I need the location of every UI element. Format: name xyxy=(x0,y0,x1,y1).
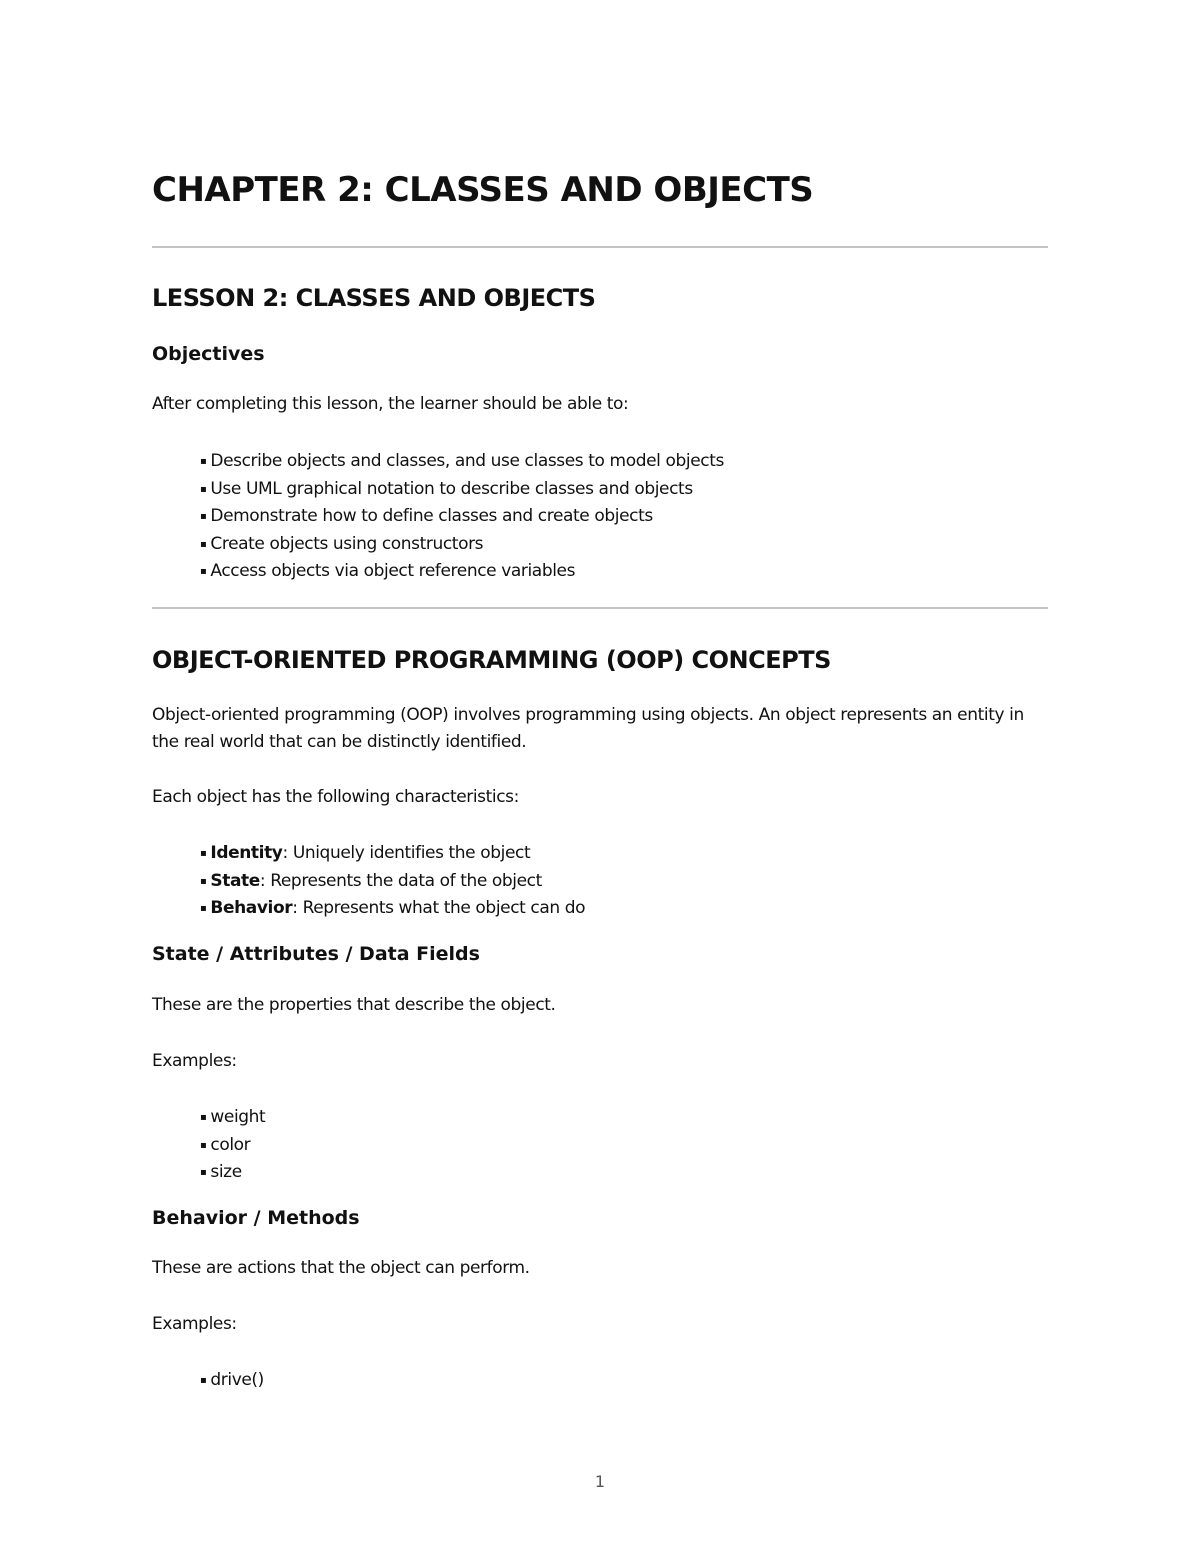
oop-section-title: OBJECT-ORIENTED PROGRAMMING (OOP) CONCEPTS xyxy=(152,646,831,674)
bullet-icon: ▪ xyxy=(200,848,207,859)
bullet-icon: ▪ xyxy=(200,875,207,887)
behavior-examples-label: Examples: xyxy=(152,1314,237,1334)
oop-intro-paragraph: Object-oriented programming (OOP) involves programming using objects. An object represents an entity in the real world that can be distinctly identified. xyxy=(152,705,1024,752)
chapter-title: CHAPTER 2: CLASSES AND OBJECTS xyxy=(152,170,814,210)
list-item: ▪ Create objects using constructors xyxy=(200,533,484,554)
behavior-section-heading: Behavior / Methods xyxy=(152,1207,360,1229)
term-identity: Identity xyxy=(210,843,283,863)
divider xyxy=(152,607,1048,609)
objectives-heading: Objectives xyxy=(152,343,265,365)
list-item: ▪ Identity: Uniquely identifies the object xyxy=(200,843,531,863)
state-examples-label: Examples: xyxy=(152,1051,237,1071)
term-state: State xyxy=(210,870,260,891)
list-item: ▪ Demonstrate how to define classes and create objects xyxy=(200,506,653,526)
state-description: These are the properties that describe the object. xyxy=(152,995,556,1015)
characteristics-intro: Each object has the following characteristics: xyxy=(152,787,519,807)
list-item: ▪ Describe objects and classes, and use classes to model objects xyxy=(200,451,724,471)
bullet-icon: ▪ xyxy=(200,903,207,914)
bullet-icon: ▪ xyxy=(200,1167,207,1178)
bullet-icon: ▪ xyxy=(200,566,207,577)
bullet-icon: ▪ xyxy=(200,483,207,495)
behavior-description: These are actions that the object can perform. xyxy=(152,1258,530,1278)
bullet-icon: ▪ xyxy=(200,456,207,467)
objectives-intro: After completing this lesson, the learner should be able to: xyxy=(152,394,629,414)
page-number: 1 xyxy=(594,1472,606,1491)
state-examples-list xyxy=(200,1104,265,1187)
state-section-heading: State / Attributes / Data Fields xyxy=(152,943,480,965)
bullet-icon: ▪ xyxy=(200,1112,207,1123)
characteristics-list xyxy=(200,840,585,923)
bullet-icon: ▪ xyxy=(200,1375,207,1386)
list-item: ▪ color xyxy=(200,1134,251,1155)
bullet-icon: ▪ xyxy=(200,1139,207,1151)
list-item: ▪ drive() xyxy=(200,1370,264,1390)
bullet-icon: ▪ xyxy=(200,538,207,550)
term-behavior: Behavior xyxy=(210,898,293,918)
list-item: ▪ Access objects via object reference variables xyxy=(200,561,576,581)
list-item: ▪ State: Represents the data of the object xyxy=(200,870,542,891)
objectives-list xyxy=(200,448,724,586)
bullet-icon: ▪ xyxy=(200,511,207,522)
behavior-examples-list xyxy=(200,1367,264,1395)
divider xyxy=(152,246,1048,248)
lesson-title: LESSON 2: CLASSES AND OBJECTS xyxy=(152,284,596,312)
list-item: ▪ Behavior: Represents what the object can do xyxy=(200,898,586,918)
list-item: ▪ Use UML graphical notation to describe classes and objects xyxy=(200,478,693,499)
list-item: ▪ weight xyxy=(200,1107,266,1127)
list-item: ▪ size xyxy=(200,1162,242,1182)
